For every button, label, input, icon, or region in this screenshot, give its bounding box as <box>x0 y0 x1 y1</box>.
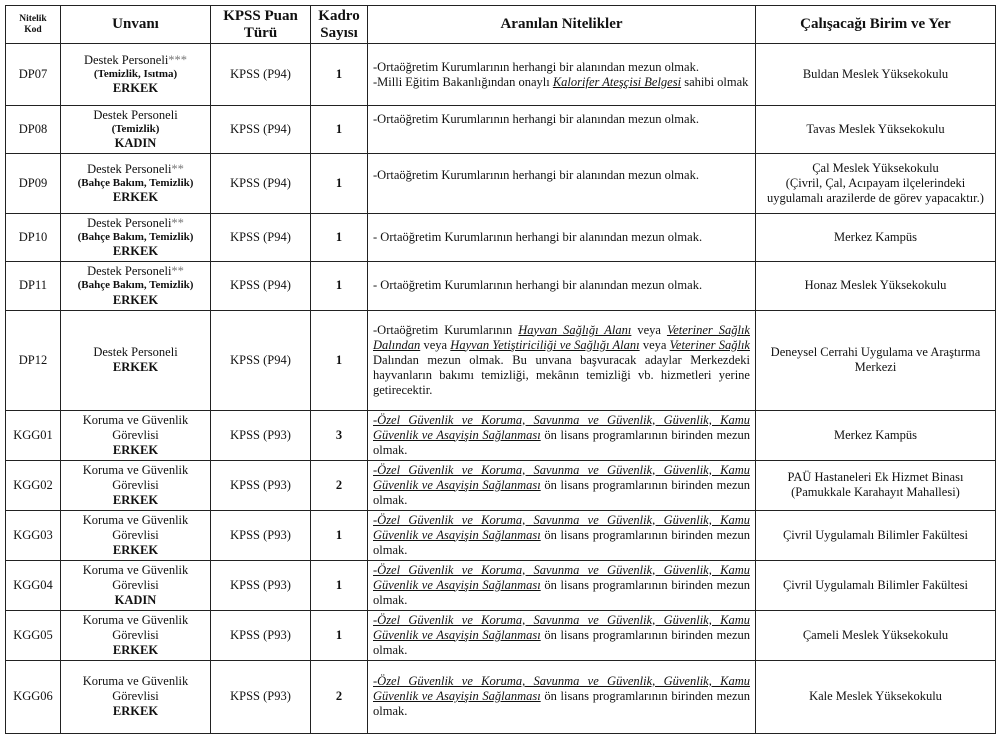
unit-name: PAÜ Hastaneleri Ek Hizmet Binası <box>787 470 964 485</box>
stars-mark: ** <box>171 264 184 279</box>
code-cell: KGG03 <box>6 510 61 560</box>
title-text: Koruma ve Güvenlik Görevlisi <box>82 562 189 592</box>
subtitle-text: (Temizlik) <box>111 123 160 135</box>
code-cell: DP10 <box>6 214 61 262</box>
unit-detail: (Çivril, Çal, Acıpayam ilçelerindeki uygulamalı arazilerde de görev yapacaktır.) <box>767 176 984 206</box>
req-text: sahibi olmak <box>681 74 749 89</box>
table-row <box>6 262 996 310</box>
gender-text: KADIN <box>114 592 157 607</box>
title-cell <box>61 610 211 660</box>
title-text: Destek Personeli <box>93 345 178 360</box>
title-text: Destek Personeli <box>87 216 172 231</box>
gender-text: ERKEK <box>112 704 159 719</box>
req-emphasis: Hayvan Sağlığı Alanı <box>518 322 632 337</box>
code-cell: KGG01 <box>6 410 61 460</box>
title-cell <box>61 410 211 460</box>
requirement-line: -Ortaöğretim Kurumlarının herhangi bir alanından mezun olmak. <box>373 59 699 74</box>
table-row <box>6 560 996 610</box>
table-row <box>6 410 996 460</box>
kpss-cell: KPSS (P94) <box>211 262 311 310</box>
unit-cell: Honaz Meslek Yüksekokulu <box>756 262 996 310</box>
code-cell: KGG06 <box>6 660 61 733</box>
req-emphasis: Veteriner Sağlık Dalından <box>373 322 750 352</box>
title-cell <box>61 560 211 610</box>
req-text: Dalından mezun olmak. Bu unvana başvuracak adaylar Merkezdeki hayvanların bakımı temizliği, mekânın temizliği vb. hizmetleri yerine getirecektir. <box>373 352 750 397</box>
unit-cell: Deneysel Cerrahi Uygulama ve Araştırma Merkezi <box>756 310 996 410</box>
title-cell <box>61 460 211 510</box>
req-emphasis: Veteriner Sağlık <box>669 337 750 352</box>
requirements-cell <box>368 660 756 733</box>
table-row <box>6 154 996 214</box>
positions-table <box>5 5 996 734</box>
kpss-cell: KPSS (P94) <box>211 106 311 154</box>
req-text: -Ortaöğretim Kurumlarının <box>373 322 519 337</box>
col-nitelikler: Aranılan Nitelikler <box>368 6 756 44</box>
stars-mark: ** <box>171 162 184 177</box>
req-emphasis: -Özel Güvenlik ve Koruma, Savunma ve Güvenlik, Güvenlik, Kamu Güvenlik ve Asayişin Sağlanması <box>373 612 750 642</box>
requirements-cell: -Ortaöğretim Kurumlarının herhangi bir alanından mezun olmak. <box>368 154 756 214</box>
title-cell <box>61 660 211 733</box>
table-row <box>6 460 996 510</box>
code-cell: KGG05 <box>6 610 61 660</box>
kpss-cell: KPSS (P93) <box>211 460 311 510</box>
count-cell: 3 <box>311 410 368 460</box>
requirements-cell: - Ortaöğretim Kurumlarının herhangi bir alanından mezun olmak. <box>368 214 756 262</box>
gender-text: ERKEK <box>112 492 159 507</box>
title-text: Destek Personeli <box>93 108 178 122</box>
requirements-cell <box>368 44 756 106</box>
kpss-cell: KPSS (P94) <box>211 154 311 214</box>
count-cell: 1 <box>311 154 368 214</box>
title-text: Koruma ve Güvenlik Görevlisi <box>82 512 189 542</box>
col-birim: Çalışacağı Birim ve Yer <box>756 6 996 44</box>
kpss-cell: KPSS (P94) <box>211 214 311 262</box>
req-text: ön lisans programlarının birinden mezun olmak. <box>373 527 750 557</box>
title-cell <box>61 310 211 410</box>
gender-text: ERKEK <box>112 244 159 259</box>
req-text: ön lisans programlarının birinden mezun olmak. <box>373 627 750 657</box>
title-text: Destek Personeli <box>87 162 172 177</box>
kpss-cell: KPSS (P93) <box>211 610 311 660</box>
gender-text: ERKEK <box>112 642 159 657</box>
table-row <box>6 44 996 106</box>
table-row <box>6 610 996 660</box>
req-text: ön lisans programlarının birinden mezun olmak. <box>373 577 750 607</box>
requirements-cell <box>368 560 756 610</box>
requirement-line <box>373 75 750 90</box>
req-emphasis: -Özel Güvenlik ve Koruma, Savunma ve Güvenlik, Güvenlik, Kamu Güvenlik ve Asayişin Sağlanması <box>373 512 750 542</box>
kpss-cell: KPSS (P93) <box>211 560 311 610</box>
kpss-cell: KPSS (P93) <box>211 660 311 733</box>
req-emphasis: -Özel Güvenlik ve Koruma, Savunma ve Güvenlik, Güvenlik, Kamu Güvenlik ve Asayişin Sağlanması <box>373 674 750 704</box>
code-cell: KGG04 <box>6 560 61 610</box>
gender-text: KADIN <box>114 136 157 151</box>
count-cell: 1 <box>311 106 368 154</box>
code-cell: DP11 <box>6 262 61 310</box>
code-cell: KGG02 <box>6 460 61 510</box>
stars-mark: ** <box>171 216 184 231</box>
table-row <box>6 310 996 410</box>
code-cell: DP12 <box>6 310 61 410</box>
header-row <box>6 6 996 44</box>
unit-cell: Buldan Meslek Yüksekokulu <box>756 44 996 106</box>
count-cell: 1 <box>311 214 368 262</box>
kpss-cell: KPSS (P94) <box>211 44 311 106</box>
title-text: Koruma ve Güvenlik Görevlisi <box>82 612 189 642</box>
subtitle-text: (Bahçe Bakım, Temizlik) <box>77 177 194 190</box>
unit-cell: Kale Meslek Yüksekokulu <box>756 660 996 733</box>
count-cell: 1 <box>311 310 368 410</box>
table-row <box>6 510 996 560</box>
title-cell <box>61 106 211 154</box>
gender-text: ERKEK <box>112 442 159 457</box>
gender-text: ERKEK <box>112 292 159 307</box>
req-text: ön lisans programlarının birinden mezun olmak. <box>373 477 750 507</box>
count-cell: 2 <box>311 660 368 733</box>
unit-cell: Merkez Kampüs <box>756 410 996 460</box>
req-emphasis: -Özel Güvenlik ve Koruma, Savunma ve Güvenlik, Güvenlik, Kamu Güvenlik ve Asayişin Sağlanması <box>373 562 750 592</box>
title-text: Destek Personeli <box>87 264 172 279</box>
unit-cell: Çivril Uygulamalı Bilimler Fakültesi <box>756 510 996 560</box>
req-text: veya <box>420 337 451 352</box>
gender-text: ERKEK <box>112 81 159 96</box>
kpss-cell: KPSS (P93) <box>211 510 311 560</box>
table-row <box>6 214 996 262</box>
count-cell: 1 <box>311 610 368 660</box>
unit-cell: Çameli Meslek Yüksekokulu <box>756 610 996 660</box>
unit-cell: Çivril Uygulamalı Bilimler Fakültesi <box>756 560 996 610</box>
title-text: Koruma ve Güvenlik Görevlisi <box>82 674 189 704</box>
requirements-cell <box>368 610 756 660</box>
req-emphasis: Hayvan Yetiştiriciliği ve Sağlığı Alanı <box>450 337 640 352</box>
table-row <box>6 660 996 733</box>
requirements-cell <box>368 510 756 560</box>
kpss-cell: KPSS (P93) <box>211 410 311 460</box>
subtitle-text: (Bahçe Bakım, Temizlik) <box>77 279 194 292</box>
requirements-cell: -Ortaöğretim Kurumlarının herhangi bir alanından mezun olmak. <box>368 106 756 154</box>
req-text: ön lisans programlarının birinden mezun olmak. <box>373 689 750 719</box>
code-cell: DP08 <box>6 106 61 154</box>
gender-text: ERKEK <box>112 360 159 375</box>
count-cell: 2 <box>311 460 368 510</box>
col-nitelik-kod: Nitelik Kod <box>6 6 61 44</box>
subtitle-text: (Temizlik, Isıtma) <box>93 67 178 80</box>
code-cell: DP07 <box>6 44 61 106</box>
gender-text: ERKEK <box>112 542 159 557</box>
title-text: Destek Personeli <box>83 52 169 67</box>
title-cell <box>61 154 211 214</box>
requirements-cell <box>368 310 756 410</box>
unit-detail: (Pamukkale Karahayıt Mahallesi) <box>791 485 960 500</box>
gender-text: ERKEK <box>112 190 159 205</box>
req-text: -Milli Eğitim Bakanlığından onaylı <box>373 74 553 89</box>
count-cell: 1 <box>311 44 368 106</box>
title-cell <box>61 44 211 106</box>
req-text: veya <box>631 322 667 337</box>
unit-cell <box>756 460 996 510</box>
title-cell <box>61 262 211 310</box>
col-kadro: Kadro Sayısı <box>311 6 368 44</box>
requirements-cell <box>368 410 756 460</box>
kpss-cell: KPSS (P94) <box>211 310 311 410</box>
title-cell <box>61 510 211 560</box>
title-text: Koruma ve Güvenlik Görevlisi <box>82 462 189 492</box>
title-cell <box>61 214 211 262</box>
title-text: Koruma ve Güvenlik Görevlisi <box>82 412 189 442</box>
count-cell: 1 <box>311 510 368 560</box>
unit-cell: Merkez Kampüs <box>756 214 996 262</box>
count-cell: 1 <box>311 560 368 610</box>
req-text: ön lisans programlarının birinden mezun olmak. <box>373 427 750 457</box>
table-row <box>6 106 996 154</box>
subtitle-text: (Bahçe Bakım, Temizlik) <box>77 231 194 244</box>
code-cell: DP09 <box>6 154 61 214</box>
stars-mark: *** <box>168 52 188 67</box>
req-emphasis: -Özel Güvenlik ve Koruma, Savunma ve Güvenlik, Güvenlik, Kamu Güvenlik ve Asayişin Sağlanması <box>373 412 750 442</box>
req-emphasis: -Özel Güvenlik ve Koruma, Savunma ve Güvenlik, Güvenlik, Kamu Güvenlik ve Asayişin Sağlanması <box>373 462 750 492</box>
requirements-cell: - Ortaöğretim Kurumlarının herhangi bir alanından mezun olmak. <box>368 262 756 310</box>
unit-cell: Tavas Meslek Yüksekokulu <box>756 106 996 154</box>
col-kpss: KPSS Puan Türü <box>211 6 311 44</box>
requirements-cell <box>368 460 756 510</box>
unit-name: Çal Meslek Yüksekokulu <box>812 161 939 176</box>
req-emphasis: Kalorifer Ateşçisi Belgesi <box>552 74 682 89</box>
unit-cell <box>756 154 996 214</box>
count-cell: 1 <box>311 262 368 310</box>
req-text: veya <box>639 337 670 352</box>
col-unvani: Unvanı <box>61 6 211 44</box>
